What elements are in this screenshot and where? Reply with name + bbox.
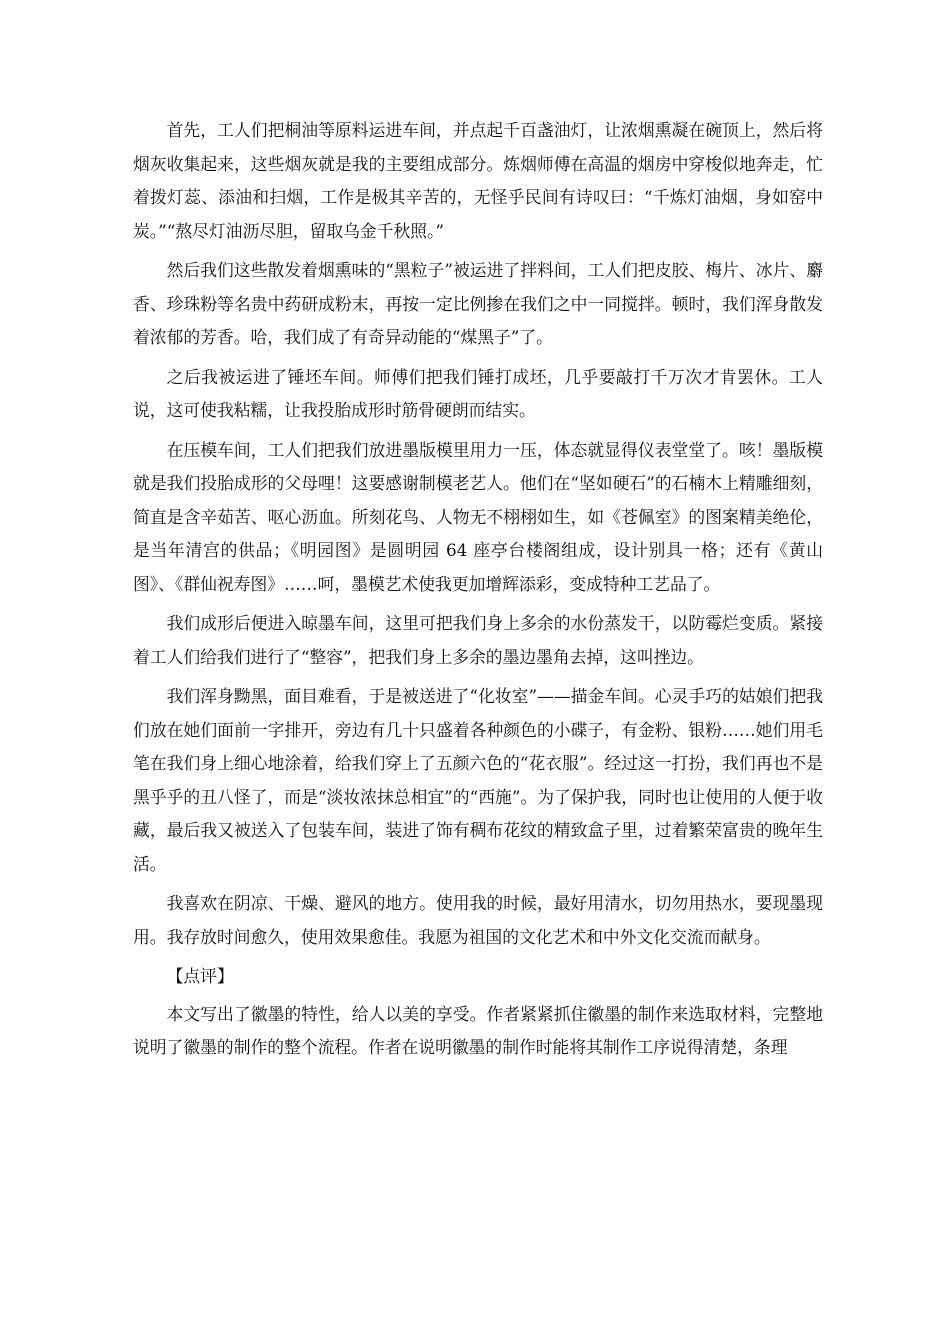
paragraph-mixing-room: 然后我们这些散发着烟熏味的“黑粒子”被运进了拌料间，工人们把皮胶、梅片、冰片、麝香、珍珠粉等名贵中药研成粉末，再按一定比例掺在我们之中一同搅拌。顿时，我们浑身散发着浓郁的芳香。哈，我们成了有奇异动能的“煤黑子”了。 — [133, 260, 823, 347]
article-body — [133, 114, 823, 1071]
paragraph-soot-collection: 首先，工人们把桐油等原料运进车间，并点起千百盏油灯，让浓烟熏凝在碗顶上，然后将烟灰收集起来，这些烟灰就是我的主要组成部分。炼烟师傅在高温的烟房中穿梭似地奔走，忙着拨灯蕊、添油和扫烟，工作是极其辛苦的，无怪乎民间有诗叹曰：“千炼灯油烟，身如窑中炭。”“熬尽灯油沥尽胆，留取乌金千秋照。” — [133, 120, 823, 241]
paragraph-gilding-room: 我们浑身黝黑，面目难看，于是被送进了“化妆室”——描金车间。心灵手巧的姑娘们把我们放在她们面前一字排开，旁边有几十只盛着各种颜色的小碟子，有金粉、银粉……她们用毛笔在我们身上细心地涂着，给我们穿上了五颜六色的“花衣服”。经过这一打扮，我们再也不是黑乎乎的丑八怪了，而是“淡妆浓抹总相宜”的“西施”。为了保护我，同时也让使用的人便于收藏，最后我又被送入了包装车间，装进了饰有稠布花纹的精致盒子里，过着繁荣富贵的晚年生活。 — [133, 686, 823, 874]
paragraph-storage-usage: 我喜欢在阴凉、干燥、避风的地方。使用我的时候，最好用清水，切勿用热水，要现墨现用。我存放时间愈久，使用效果愈佳。我愿为祖国的文化艺术和中外文化交流而献身。 — [133, 893, 823, 947]
comment-paragraph: 本文写出了徽墨的特性，给人以美的享受。作者紧紧抓住徽墨的制作来选取材料，完整地说明了徽墨的制作的整个流程。作者在说明徽墨的制作时能将其制作工序说得清楚，条理 — [133, 1003, 823, 1057]
comment-heading: 【点评】 — [166, 966, 234, 986]
paragraph-hammering-room: 之后我被运进了锤坯车间。师傅们把我们锤打成坯，几乎要敲打千万次才肯罢休。工人说，这可使我粘糯，让我投胎成形时筋骨硬朗而结实。 — [133, 366, 823, 420]
paragraph-drying-room: 我们成形后便进入晾墨车间，这里可把我们身上多余的水份蒸发干，以防霉烂变质。紧接着工人们给我们进行了“整容”，把我们身上多余的墨边墨角去掉，这叫挫边。 — [133, 613, 823, 667]
paragraph-molding-room: 在压模车间，工人们把我们放进墨版模里用力一压，体态就显得仪表堂堂了。咳！墨版模就是我们投胎成形的父母哩！这要感谢制模老艺人。他们在“坚如硬石”的石楠木上精雕细刻，简直是含辛茹苦、呕心沥血。所刻花鸟、人物无不栩栩如生，如《苍佩室》的图案精美绝伦，是当年清宫的供品；《明园图》是圆明园 64 座亭台楼阁组成，设计别具一格；还有《黄山图》、《群仙祝寿图》……呵，墨模艺术使我更加增辉添彩，变成特种工艺品了。 — [133, 439, 823, 594]
